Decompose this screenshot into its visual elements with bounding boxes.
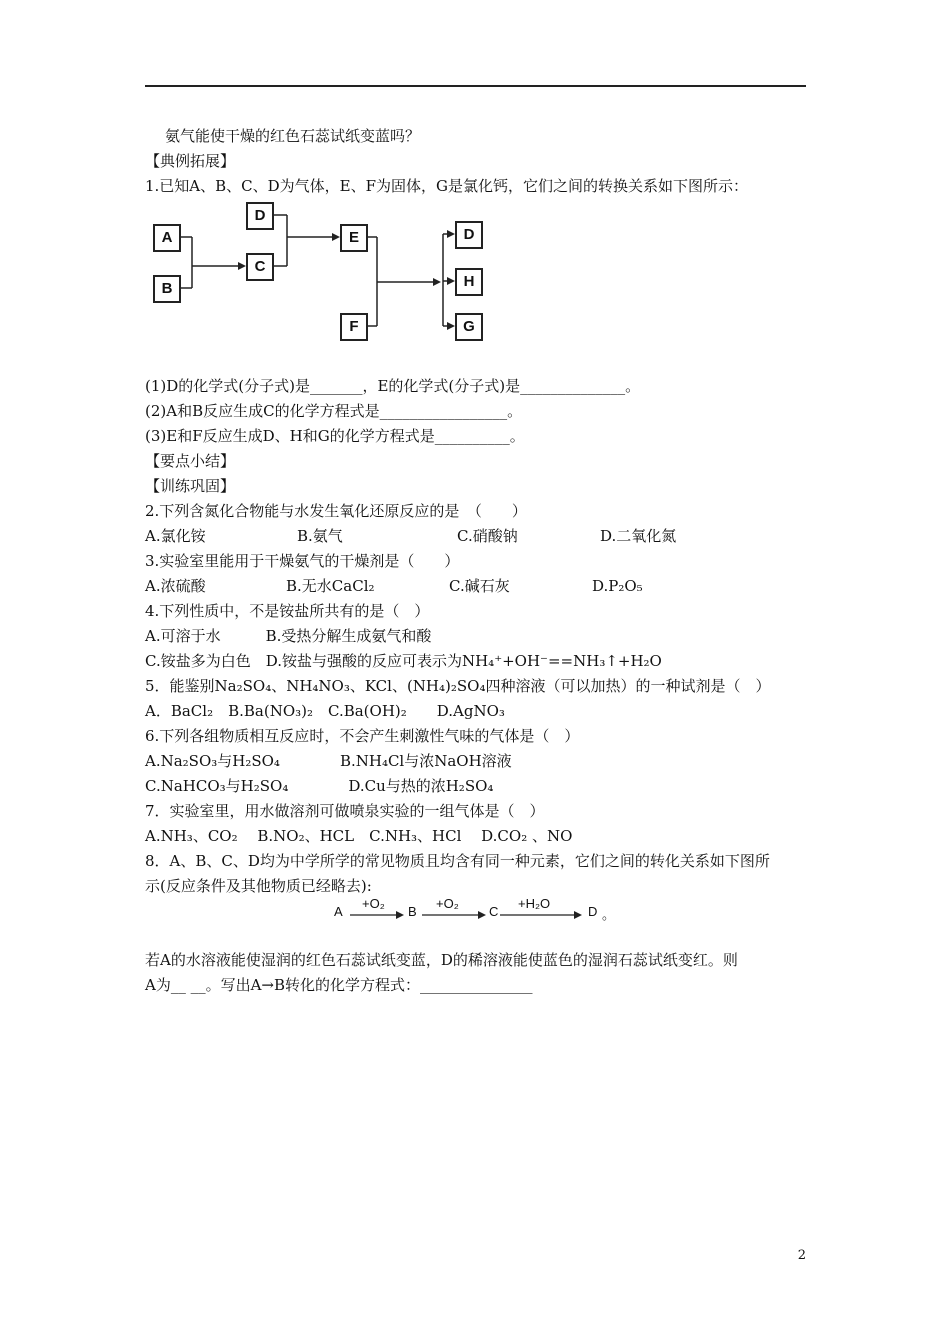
q2-option-b: B.氨气 <box>297 527 343 545</box>
q4-options-line-1: A.可溶于水 B.受热分解生成氨气和酸 <box>145 627 432 645</box>
section-practice: 【训练巩固】 <box>145 477 236 495</box>
chain-end-mark: 。 <box>602 907 616 922</box>
q3-option-a: A.浓硫酸 <box>145 577 206 595</box>
box-d-right: D <box>455 221 483 249</box>
q4-options-line-2: C.铵盐多为白色 D.铵盐与强酸的反应可表示为NH₄⁺+OH⁻==NH₃↑+H₂O <box>145 652 662 670</box>
box-h: H <box>455 268 483 296</box>
chain-b: B <box>408 904 417 919</box>
question-8-line-3: 若A的水溶液能使湿润的红色石蕊试纸变蓝，D的稀溶液能使蓝色的湿润石蕊试纸变红。则 <box>145 951 738 969</box>
question-1-part-2: (2)A和B反应生成C的化学方程式是_________________。 <box>145 402 523 420</box>
question-8-line-1: 8．A、B、C、D均为中学所学的常见物质且均含有同一种元素，它们之间的转化关系如下图所 <box>145 852 770 870</box>
q7-options: A.NH₃、CO₂ B.NO₂、HCL C.NH₃、HCl D.CO₂ 、NO <box>145 827 573 845</box>
question-8-line-2: 示(反应条件及其他物质已经略去): <box>145 877 372 895</box>
q3-option-b: B.无水CaCl₂ <box>286 577 375 595</box>
chain-d: D <box>588 904 598 919</box>
q3-option-d: D.P₂O₅ <box>592 577 643 595</box>
box-b: B <box>153 275 181 303</box>
q2-option-d: D.二氧化氮 <box>600 527 677 545</box>
section-example: 【典例拓展】 <box>145 152 236 170</box>
chain-c: C <box>489 904 499 919</box>
chain-reagent-1: +O₂ <box>362 896 385 911</box>
question-6: 6.下列各组物质相互反应时，不会产生刺激性气味的气体是（ ） <box>145 727 580 745</box>
q6-options-line-1: A.Na₂SO₃与H₂SO₄ B.NH₄Cl与浓NaOH溶液 <box>145 752 512 770</box>
chain-reagent-2: +O₂ <box>436 896 459 911</box>
box-d-top: D <box>246 202 274 230</box>
question-2: 2.下列含氮化合物能与水发生氧化还原反应的是 （ ） <box>145 502 527 520</box>
question-intro: 氨气能使干燥的红色石蕊试纸变蓝吗？ <box>165 127 421 145</box>
question-5: 5．能鉴别Na₂SO₄、NH₄NO₃、KCl、(NH₄)₂SO₄四种溶液（可以加热）的一种试剂是（ ） <box>145 677 771 695</box>
question-4: 4.下列性质中，不是铵盐所共有的是（ ） <box>145 602 430 620</box>
question-1-part-3: (3)E和F反应生成D、H和G的化学方程式是__________。 <box>145 427 525 445</box>
question-1-part-1: (1)D的化学式(分子式)是_______，E的化学式(分子式)是______________。 <box>145 377 641 395</box>
box-a: A <box>153 224 181 252</box>
q2-option-a: A.氯化铵 <box>145 527 206 545</box>
question-3: 3.实验室里能用于干燥氨气的干燥剂是（ ） <box>145 552 460 570</box>
q3-option-c: C.碱石灰 <box>449 577 510 595</box>
box-g: G <box>455 313 483 341</box>
question-1: 1.已知A、B、C、D为气体，E、F为固体，G是氯化钙，它们之间的转换关系如下图所示： <box>145 177 749 195</box>
chain-a: A <box>334 904 343 919</box>
section-summary: 【要点小结】 <box>145 452 236 470</box>
q2-option-c: C.硝酸钠 <box>457 527 518 545</box>
box-e: E <box>340 224 368 252</box>
q5-options: A．BaCl₂ B.Ba(NO₃)₂ C.Ba(OH)₂ D.AgNO₃ <box>145 702 505 720</box>
question-7: 7．实验室里，用水做溶剂可做喷泉实验的一组气体是（ ） <box>145 802 545 820</box>
chain-reagent-3: +H₂O <box>518 896 551 911</box>
box-c: C <box>246 253 274 281</box>
question-8-line-4: A为__ __。写出A→B转化的化学方程式：_______________ <box>145 976 533 994</box>
box-f: F <box>340 313 368 341</box>
q6-options-line-2: C.NaHCO₃与H₂SO₄ D.Cu与热的浓H₂SO₄ <box>145 777 494 795</box>
page-number: 2 <box>797 1248 806 1263</box>
